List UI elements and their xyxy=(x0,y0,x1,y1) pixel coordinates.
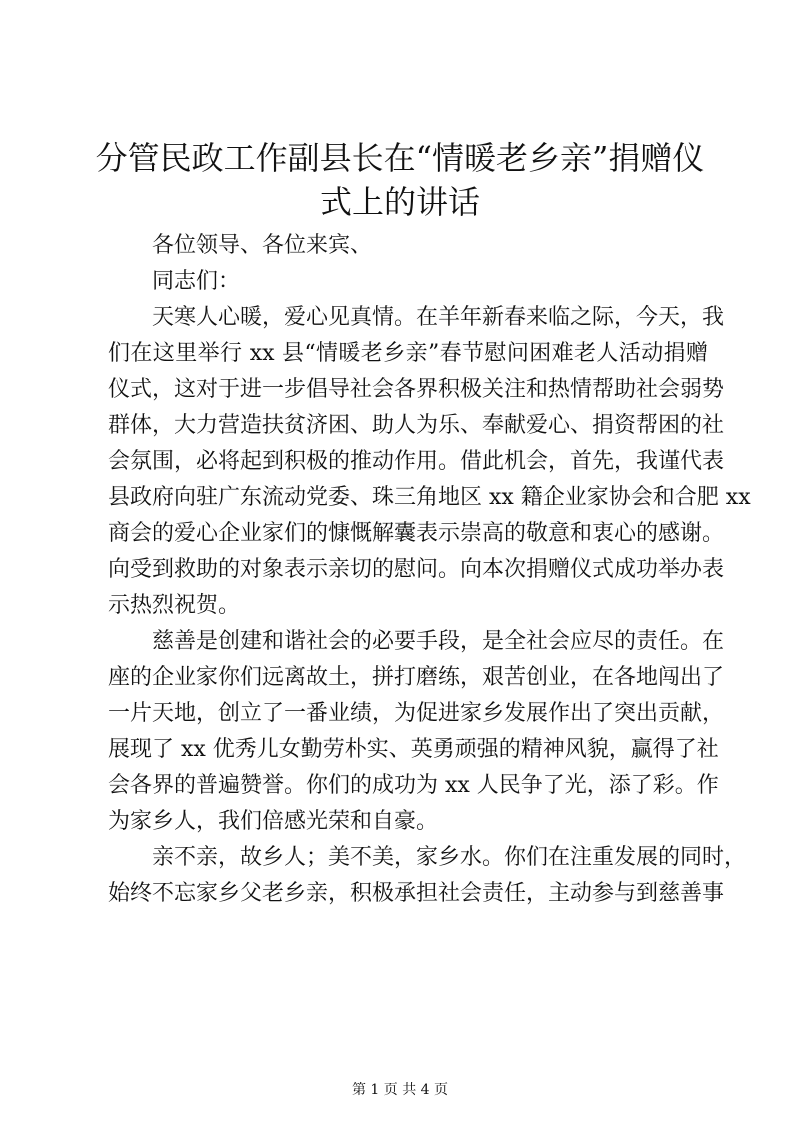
salutation xyxy=(108,228,708,300)
page-footer: 第 1 页 共 4 页 xyxy=(351,1082,449,1098)
paragraph-line: 为家乡人，我们倍感光荣和自豪。 xyxy=(108,809,439,834)
paragraph-line: 向受到救助的对象表示亲切的慰问。向本次捐赠仪式成功举办表 xyxy=(108,557,725,582)
title-line: 分管民政工作副县长在“情暖老乡亲”捐赠仪 xyxy=(95,139,705,177)
paragraph-line: 会氛围，必将起到积极的推动作用。借此机会，首先，我谨代表 xyxy=(108,449,725,474)
paragraph-2 xyxy=(108,624,725,840)
paragraph-1 xyxy=(108,300,751,624)
title-line: 式上的讲话 xyxy=(319,183,480,221)
salutation-line: 同志们： xyxy=(152,269,241,294)
paragraph-line: 商会的爱心企业家们的慷慨解囊表示崇高的敬意和衷心的感谢。 xyxy=(108,521,725,546)
paragraph-line: 县政府向驻广东流动党委、珠三角地区 xx 籍企业家协会和合肥 xx xyxy=(108,485,751,510)
paragraph-line: 座的企业家你们远离故土，拼打磨练，艰苦创业，在各地闯出了 xyxy=(108,665,725,690)
document-body xyxy=(108,228,751,912)
paragraph-3 xyxy=(108,840,747,912)
paragraph-line: 仪式，这对于进一步倡导社会各界积极关注和热情帮助社会弱势 xyxy=(108,377,725,402)
paragraph-line: 天寒人心暖，爱心见真情。在羊年新春来临之际，今天，我 xyxy=(152,305,725,330)
paragraph-line: 展现了 xx 优秀儿女勤劳朴实、英勇顽强的精神风貌，赢得了社 xyxy=(108,737,719,762)
document-title xyxy=(80,136,720,224)
paragraph-line: 亲不亲，故乡人；美不美，家乡水。你们在注重发展的同时， xyxy=(152,845,747,870)
paragraph-line: 一片天地，创立了一番业绩，为促进家乡发展作出了突出贡献， xyxy=(108,701,725,726)
paragraph-line: 会各界的普遍赞誉。你们的成功为 xx 人民争了光，添了彩。作 xyxy=(108,773,719,798)
paragraph-line: 群体，大力营造扶贫济困、助人为乐、奉献爱心、捐资帮困的社 xyxy=(108,413,725,438)
paragraph-line: 们在这里举行 xx 县“情暖老乡亲”春节慰问困难老人活动捐赠 xyxy=(108,341,708,366)
salutation-line: 各位领导、各位来宾、 xyxy=(152,233,373,258)
paragraph-line: 示热烈祝贺。 xyxy=(108,593,241,618)
paragraph-line: 慈善是创建和谐社会的必要手段，是全社会应尽的责任。在 xyxy=(152,629,725,654)
paragraph-line: 始终不忘家乡父老乡亲，积极承担社会责任，主动参与到慈善事 xyxy=(108,881,725,906)
